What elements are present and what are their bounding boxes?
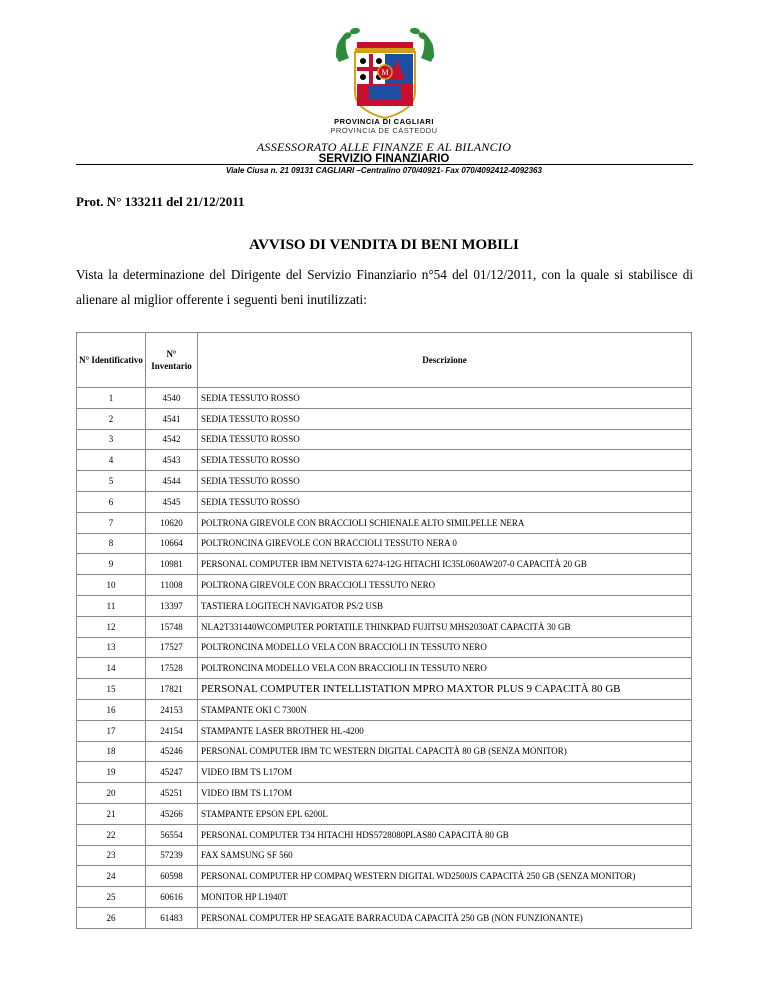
row-id: 11 [77,595,146,616]
row-description: PERSONAL COMPUTER HP COMPAQ WESTERN DIGITAL WD2500JS CAPACITÀ 250 GB (SENZA MONITOR) [198,866,692,887]
row-description: POLTRONCINA MODELLO VELA CON BRACCIOLI IN TESSUTO NERO [198,637,692,658]
table-row [77,866,692,887]
table-row [77,533,692,554]
row-id: 5 [77,471,146,492]
header-divider [76,164,693,165]
row-inventory: 17527 [146,637,198,658]
row-id: 6 [77,491,146,512]
table-row [77,783,692,804]
table-row [77,762,692,783]
row-description: NLA2T331440WCOMPUTER PORTATILE THINKPAD FUJITSU MHS2030AT CAPACITÀ 30 GB [198,616,692,637]
header-description: Descrizione [198,333,692,388]
department-heading: ASSESSORATO ALLE FINANZE E AL BILANCIO [256,140,512,154]
row-inventory: 60598 [146,866,198,887]
row-id: 12 [77,616,146,637]
row-id: 19 [77,762,146,783]
table-row [77,699,692,720]
table-row [77,575,692,596]
row-description: PERSONAL COMPUTER IBM TC WESTERN DIGITAL CAPACITÀ 80 GB (SENZA MONITOR) [198,741,692,762]
row-inventory: 11008 [146,575,198,596]
row-inventory: 15748 [146,616,198,637]
row-description: TASTIERA LOGITECH NAVIGATOR PS/2 USB [198,595,692,616]
row-description: POLTRONCINA MODELLO VELA CON BRACCIOLI IN TESSUTO NERO [198,658,692,679]
row-description: STAMPANTE EPSON EPL 6200L [198,803,692,824]
row-inventory: 57239 [146,845,198,866]
crest-caption-secondary: PROVINCIA DE CASTEDDU [330,126,438,135]
table-row [77,741,692,762]
row-description: POLTRONA GIREVOLE CON BRACCIOLI SCHIENALE ALTO SIMILPELLE NERA [198,512,692,533]
row-id: 2 [77,408,146,429]
row-description: SEDIA TESSUTO ROSSO [198,491,692,512]
row-inventory: 4545 [146,491,198,512]
row-description: SEDIA TESSUTO ROSSO [198,429,692,450]
row-description: SEDIA TESSUTO ROSSO [198,388,692,409]
crest-caption-primary: PROVINCIA DI CAGLIARI [334,117,434,126]
row-description: SEDIA TESSUTO ROSSO [198,450,692,471]
assets-table [76,332,692,929]
row-description: PERSONAL COMPUTER INTELLISTATION MPRO MAXTOR PLUS 9 CAPACITÀ 80 GB [198,679,692,700]
row-description: MONITOR HP L1940T [198,887,692,908]
row-description: POLTRONA GIREVOLE CON BRACCIOLI TESSUTO NERO [198,575,692,596]
row-id: 8 [77,533,146,554]
row-id: 4 [77,450,146,471]
row-inventory: 10981 [146,554,198,575]
table-row [77,512,692,533]
row-inventory: 45246 [146,741,198,762]
row-description: VIDEO IBM TS L17OM [198,783,692,804]
table-row [77,388,692,409]
table-row [77,554,692,575]
row-id: 18 [77,741,146,762]
table-row [77,491,692,512]
table-row [77,907,692,928]
row-inventory: 10620 [146,512,198,533]
row-id: 9 [77,554,146,575]
row-inventory: 4541 [146,408,198,429]
row-id: 15 [77,679,146,700]
table-row [77,471,692,492]
table-row [77,658,692,679]
row-description: POLTRONCINA GIREVOLE CON BRACCIOLI TESSUTO NERA 0 [198,533,692,554]
row-id: 20 [77,783,146,804]
table-row [77,679,692,700]
row-inventory: 17821 [146,679,198,700]
row-description: SEDIA TESSUTO ROSSO [198,471,692,492]
row-description: VIDEO IBM TS L17OM [198,762,692,783]
notice-title: AVVISO DI VENDITA DI BENI MOBILI [249,237,519,253]
table-row [77,720,692,741]
row-inventory: 45247 [146,762,198,783]
row-inventory: 4540 [146,388,198,409]
row-description: STAMPANTE LASER BROTHER HL-4200 [198,720,692,741]
row-description: STAMPANTE OKI C 7300N [198,699,692,720]
row-inventory: 45266 [146,803,198,824]
row-description: PERSONAL COMPUTER IBM NETVISTA 6274-12G HITACHI IC35L060AW207-0 CAPACITÀ 20 GB [198,554,692,575]
table-row [77,408,692,429]
row-inventory: 4542 [146,429,198,450]
row-inventory: 10664 [146,533,198,554]
service-heading: SERVIZIO FINANZIARIO [318,153,450,165]
row-id: 14 [77,658,146,679]
row-inventory: 56554 [146,824,198,845]
row-id: 13 [77,637,146,658]
table-row [77,824,692,845]
row-id: 17 [77,720,146,741]
header-inventory: N° Inventario [146,333,198,388]
table-row [77,803,692,824]
row-id: 16 [77,699,146,720]
row-id: 24 [77,866,146,887]
table-row [77,616,692,637]
row-inventory: 45251 [146,783,198,804]
row-inventory: 13397 [146,595,198,616]
table-header-row [77,333,692,388]
row-id: 26 [77,907,146,928]
svg-text:M: M [381,68,389,77]
row-inventory: 61483 [146,907,198,928]
province-crest-logo [331,22,439,132]
row-inventory: 4543 [146,450,198,471]
row-id: 3 [77,429,146,450]
row-inventory: 17528 [146,658,198,679]
row-id: 10 [77,575,146,596]
header-id: N° Identificativo [77,333,146,388]
row-id: 23 [77,845,146,866]
intro-paragraph: Vista la determinazione del Dirigente del Servizio Finanziario n°54 del 01/12/2011, con la quale si stabilisce di alienare al miglior offerente i seguenti beni inutilizzati: [76,267,693,307]
table-row [77,450,692,471]
row-inventory: 60616 [146,887,198,908]
table-row [77,429,692,450]
row-inventory: 24153 [146,699,198,720]
row-description: PERSONAL COMPUTER HP SEAGATE BARRACUDA CAPACITÀ 250 GB (NON FUNZIONANTE) [198,907,692,928]
row-inventory: 4544 [146,471,198,492]
table-row [77,887,692,908]
row-description: PERSONAL COMPUTER T34 HITACHI HDS5728080PLAS80 CAPACITÀ 80 GB [198,824,692,845]
row-description: SEDIA TESSUTO ROSSO [198,408,692,429]
row-id: 22 [77,824,146,845]
office-address: Viale Ciusa n. 21 09131 CAGLIARI –Centralino 070/40921- Fax 070/4092412-4092363 [226,166,542,175]
row-inventory: 24154 [146,720,198,741]
row-id: 1 [77,388,146,409]
row-id: 7 [77,512,146,533]
protocol-number: Prot. N° 133211 del 21/12/2011 [76,194,245,209]
row-id: 25 [77,887,146,908]
table-row [77,637,692,658]
table-row [77,595,692,616]
row-description: FAX SAMSUNG SF 560 [198,845,692,866]
row-id: 21 [77,803,146,824]
table-row [77,845,692,866]
